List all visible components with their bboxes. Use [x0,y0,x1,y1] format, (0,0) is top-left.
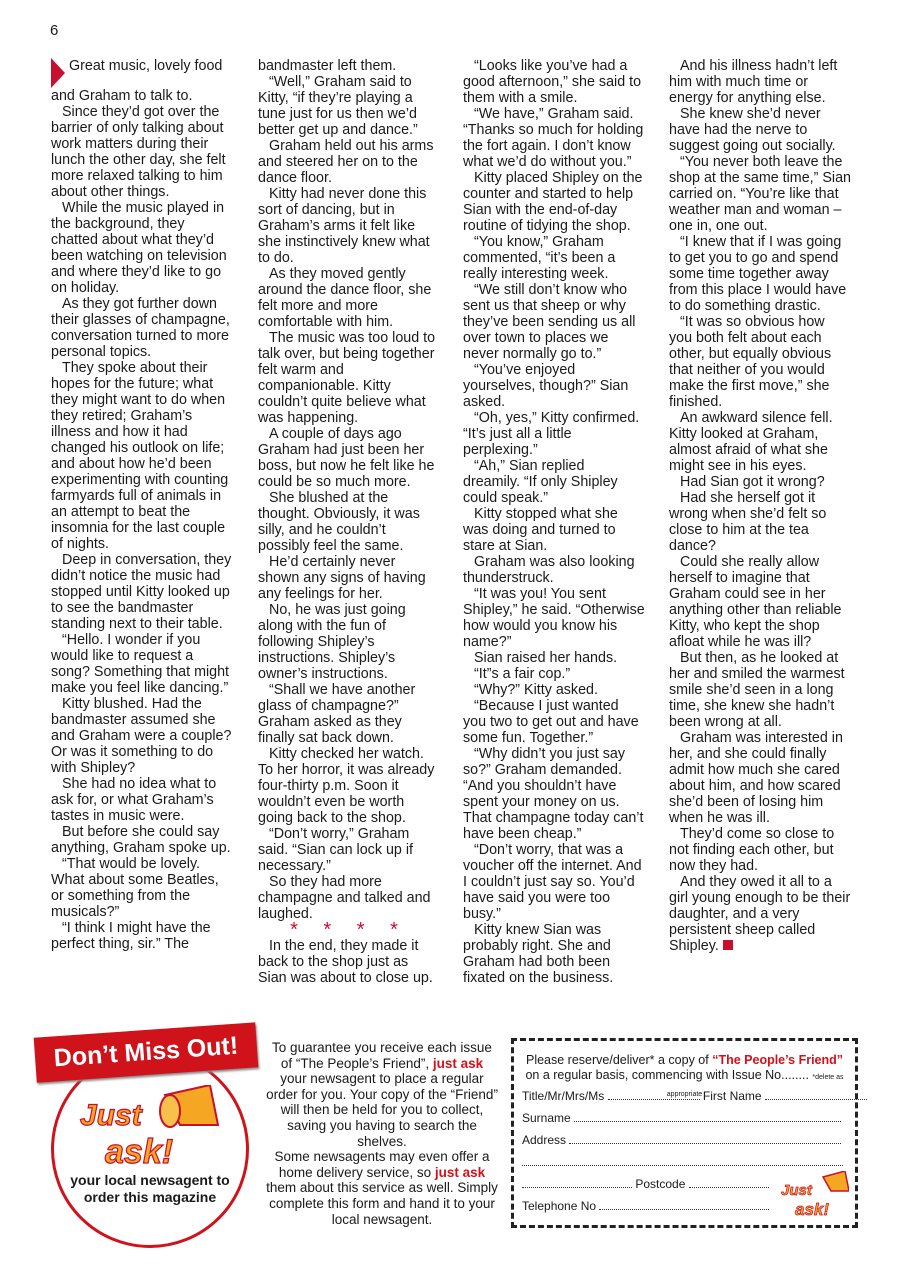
story-paragraph: “Oh, yes,” Kitty confirmed. “It’s just all a little perplexing.” [463,410,640,458]
postcode-field[interactable] [689,1177,769,1188]
story-paragraph: A couple of days ago Graham had just been her boss, but now he felt like he could be so much more. [258,426,435,490]
form-postcode-row[interactable] [522,1177,769,1191]
story-paragraph: “That would be lovely. What about some Beatles, or something from the musicals?” [51,856,219,920]
story-paragraph: Kitty stopped what she was doing and turned to stare at Sian. [463,506,618,554]
svg-text:Just: Just [80,1099,142,1132]
title-label: Title/Mr/Mrs/Ms [522,1089,605,1103]
address-field[interactable] [569,1133,841,1144]
form-address-line2[interactable] [522,1155,843,1169]
form-surname-row[interactable] [522,1111,841,1125]
story-paragraph: Kitty placed Shipley on the counter and started to help Sian with the end-of-day routine of tidying the shop. [463,170,643,234]
story-paragraph: “Well,” Graham said to Kitty, “if they’re playing a tune just for us then we’d better get up and dance.” [258,74,418,138]
story-paragraph: “It was so obvious how you both felt about each other, but equally obvious that neither of you would make the first move,” she finished. [669,314,832,410]
reservation-form [511,1038,858,1228]
form-heading-note: *delete as appropriate [666,1074,844,1098]
telephone-label: Telephone No [522,1199,597,1213]
story-text: Great music, lovely food and Graham to talk to. [51,58,223,104]
dont-miss-out-banner: Don’t Miss Out! [34,1022,259,1082]
story-paragraph: “Why?” Kitty asked. [474,682,598,698]
story-column-4 [669,58,851,954]
story-paragraph: Kitty knew Sian was probably right. She and Graham had both been fixated on the business. [463,922,614,986]
story-paragraph: Had Sian got it wrong? [680,474,825,490]
postcode-label: Postcode [635,1177,686,1191]
page-number: 6 [50,22,59,39]
surname-field[interactable] [574,1111,841,1122]
story-paragraph: So they had more champagne and talked and laughed. [258,874,431,922]
story-paragraph: Had she herself got it wrong when she’d felt so close to him at the tea dance? [669,490,827,554]
story-paragraph: Kitty had never done this sort of dancing, but in Graham’s arms it felt like she instinctively knew what to do. [258,186,430,266]
just-ask-small-logo [779,1171,849,1221]
address-field-2[interactable] [522,1155,843,1166]
story-paragraph: He’d certainly never shown any signs of having any feelings for her. [258,554,426,602]
story-paragraph: “Ah,” Sian replied dreamily. “If only Shipley could speak.” [463,458,618,506]
svg-text:ask!: ask! [795,1200,830,1219]
form-title-row[interactable] [522,1089,867,1103]
promo-p2-b: them about this service as well. Simply complete this form and hand it to your local newsagent. [266,1180,498,1227]
section-break-stars: * * * * [290,919,408,941]
story-paragraph: She had no idea what to ask for, or what Graham’s tastes in music were. [51,776,217,824]
story-paragraph: She blushed at the thought. Obviously, it was silly, and he couldn’t possibly feel the same. [258,490,420,554]
first-name-label: First Name [702,1089,762,1103]
promo-p2-red: just ask [434,1164,486,1180]
story-column-1 [51,58,233,952]
story-paragraph: They’d come so close to not finding each other, but now they had. [669,826,835,874]
story-paragraph: “You’ve enjoyed yourselves, though?” Sian asked. [463,362,629,410]
story-paragraph: They spoke about their hopes for the future; what they might want to do when they retired; Graham’s illness and how it had changed his outlook on life; and about how he’d been experimenting with counting farmyards full of animals in an attempt to beat the insomnia for the last couple of nights. [51,360,229,552]
story-paragraph: Kitty checked her watch. To her horror, it was already four-thirty p.m. Soon it wouldn’t even be worth going back to the shop. [258,746,435,826]
story-paragraph: Kitty blushed. Had the bandmaster assumed she and Graham were a couple? Or was it something to do with Shipley? [51,696,232,776]
story-paragraph: Graham was also looking thunderstruck. [463,554,635,586]
story-paragraph: She knew she’d never have had the nerve to suggest going out socially. [669,106,836,154]
story-end-marker-icon [723,940,733,950]
story-paragraph: Sian raised her hands. [474,650,618,666]
circle-caption: your local newsagent to order this magazine [70,1172,230,1205]
promo-p1-red: just ask [432,1055,484,1071]
story-paragraph: “It”s a fair cop.” [474,666,571,682]
story-paragraph: “Looks like you’ve had a good afternoon,” she said to them with a smile. [463,58,642,106]
story-paragraph: “Hello. I wonder if you would like to request a song? Something that might make you feel like dancing.” [51,632,230,696]
story-paragraph: “It was you! You sent Shipley,” he said. “Otherwise how would you know his name?” [463,586,645,650]
address-label: Address [522,1133,567,1147]
story-paragraph: “Shall we have another glass of champagne?” Graham asked as they finally sat back down. [258,682,416,746]
svg-text:Just: Just [781,1182,812,1199]
story-paragraph: “Don’t worry,” Graham said. “Sian can lock up if necessary.” [258,826,413,874]
first-name-field[interactable] [765,1089,867,1100]
story-paragraph: Graham held out his arms and steered her on to the dance floor. [258,138,434,186]
story-paragraph: While the music played in the background, they chatted about what they’d been watching on television and where they’d like to go on holiday. [51,200,227,296]
story-paragraph: “Because I just wanted you two to get out and have some fun. Together.” [463,698,639,746]
story-paragraph: “We still don’t know who sent us that sheep or why they’ve been sending us all over town to places we never normally go to.” [463,282,636,362]
form-address-row[interactable] [522,1133,841,1147]
story-paragraph: “Don’t worry, that was a voucher off the internet. And I couldn’t just say so. You’d have said you were too busy.” [463,842,642,922]
form-heading-a: Please reserve/deliver* a copy of [525,1053,713,1067]
story-paragraph: “You know,” Graham commented, “it’s been a really interesting week. [463,234,616,282]
story-column-3 [463,58,645,986]
promo-p2-a: Some newsagents may even offer a home delivery service, so [274,1149,490,1180]
story-paragraph: No, he was just going along with the fun of following Shipley’s instructions. Shipley’s owner’s instructions. [258,602,406,682]
story-paragraph: bandmaster left them. [258,58,397,74]
promo-body [266,1040,498,1227]
story-paragraph: And his illness hadn’t left him with much time or energy for anything else. [669,58,838,106]
story-paragraph: As they got further down their glasses of champagne, conversation turned to more personal topics. [51,296,230,360]
story-paragraph [51,58,233,104]
story-paragraph: “I knew that if I was going to get you to go and spend some time together away from this place I would have to do something drastic. [669,234,847,314]
title-field[interactable] [608,1089,700,1100]
story-start-marker-icon [51,58,65,88]
story-paragraph: Could she really allow herself to imagine that Graham could see in her anything other than reliable Kitty, who kept the shop afloat while he was ill? [669,554,842,650]
just-ask-logo [70,1085,220,1175]
story-paragraph: “Why didn’t you just say so?” Graham demanded. “And you shouldn’t have spent your money on us. That champagne today can’t have been cheap.” [463,746,644,842]
telephone-field[interactable] [599,1199,769,1210]
story-paragraph: “We have,” Graham said. “Thanks so much for holding the fort again. I don’t know what we’d do without you.” [463,106,644,170]
story-paragraph: As they moved gently around the dance floor, she felt more and more comfortable with him. [258,266,432,330]
story-column-2 [258,58,440,986]
story-paragraph: Since they’d got over the barrier of only talking about work matters during their lunch the other day, she felt more relaxed talking to him about other things. [51,104,226,200]
form-heading-b: on a regular basis, commencing with Issue No........ [525,1068,809,1082]
promo-p1-a: To guarantee you receive each issue of “The People’s Friend”, [272,1040,492,1071]
promo-p1-b: your newsagent to place a regular order for you. Your copy of the “Friend” will then be held for you to collect, saving you having to search the shelves. [266,1071,498,1149]
story-paragraph: Graham was interested in her, and she could finally admit how much she cared about him, and how scared she’d been of losing him when he was ill. [669,730,843,826]
form-telephone-row[interactable] [522,1199,769,1213]
story-paragraph: But before she could say anything, Graham spoke up. [51,824,231,856]
story-paragraph: An awkward silence fell. Kitty looked at Graham, almost afraid of what she might see in his eyes. [669,410,833,474]
surname-label: Surname [522,1111,571,1125]
story-paragraph: And they owed it all to a girl young enough to be their daughter, and a very persistent sheep called Shipley. [669,874,851,954]
svg-text:ask!: ask! [105,1133,174,1171]
story-paragraph: The music was too loud to talk over, but being together felt warm and companionable. Kitty couldn’t quite believe what was happening. [258,330,436,426]
story-paragraph: “I think I might have the perfect thing, sir.” The [51,920,211,952]
story-paragraph: Deep in conversation, they didn’t notice the music had stopped until Kitty looked up to see the bandmaster standing next to their table. [51,552,232,632]
form-heading-red: “The People’s Friend” [712,1053,844,1067]
story-paragraph: “You never both leave the shop at the same time,” Sian carried on. “You’re like that weather man and woman – one in, one out. [669,154,851,234]
story-paragraph: But then, as he looked at her and smiled the warmest smile she’d seen in a long time, she knew she hadn’t been wrong at all. [669,650,845,730]
address-field-3[interactable] [522,1177,632,1188]
story-paragraph: In the end, they made it back to the shop just as Sian was about to close up. [258,938,433,986]
